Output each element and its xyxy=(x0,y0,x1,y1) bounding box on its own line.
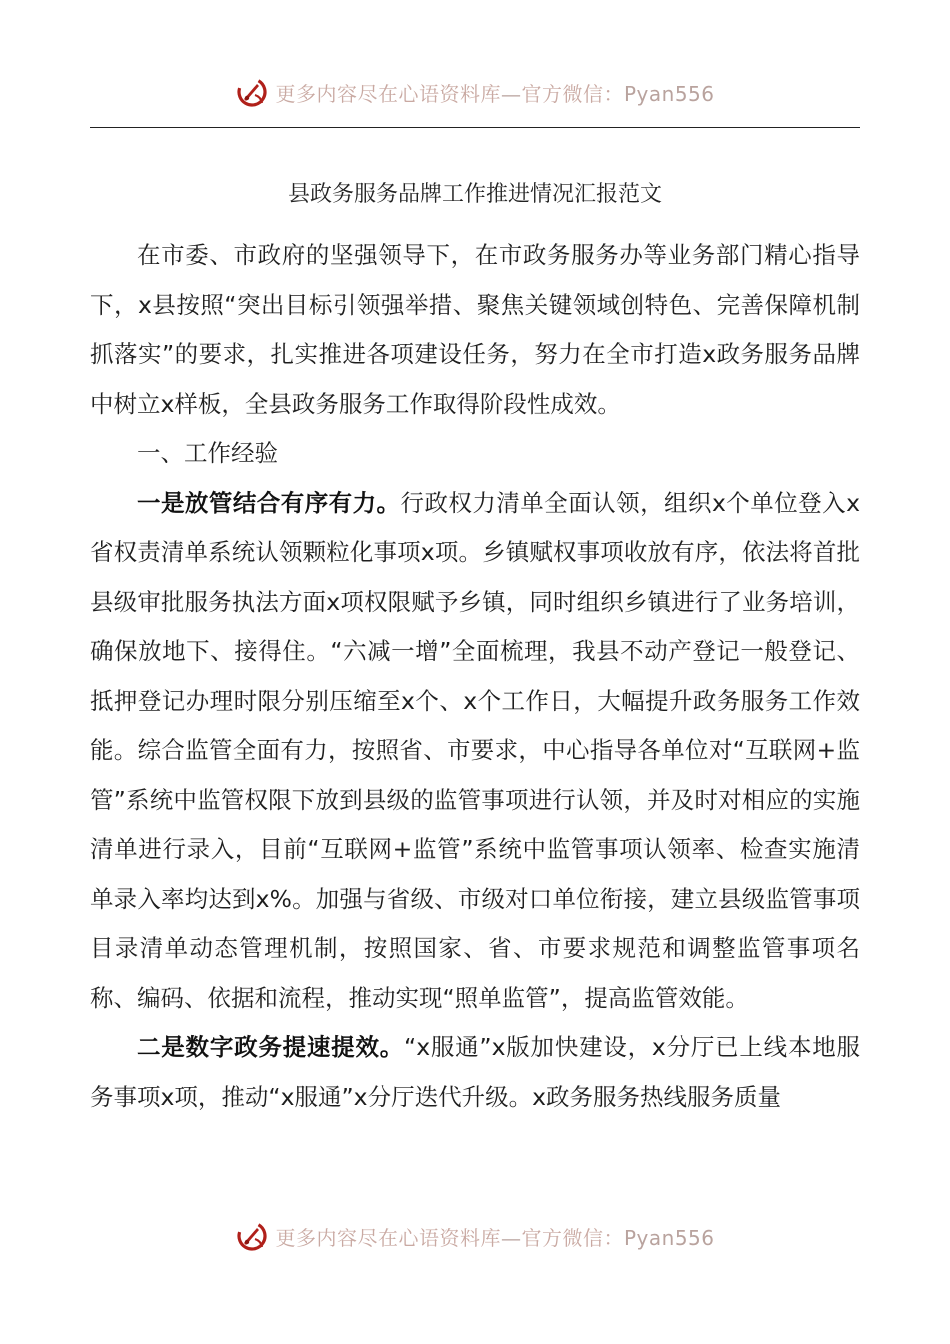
watermark-main-text: 更多内容尽在心语资料库 xyxy=(275,81,501,106)
footer-watermark-banner xyxy=(0,1214,950,1258)
paragraph-2-lead: 二是数字政务提速提效。 xyxy=(137,1033,405,1061)
paragraph-1 xyxy=(90,479,860,1024)
header-divider xyxy=(90,127,860,128)
watermark-wechat-id: Pyan556 xyxy=(623,1225,715,1250)
watermark-dash: — xyxy=(500,1225,522,1250)
ink-brush-logo-icon xyxy=(235,1219,269,1253)
header-watermark-banner xyxy=(0,70,950,114)
watermark-dash: — xyxy=(500,81,522,106)
section-heading-text: 一、工作经验 xyxy=(137,439,278,467)
watermark-label: 官方微信： xyxy=(521,81,624,106)
paragraph-2-text: “x服通”x版加快建设，x分厅已上线本地服务事项x项，推动“x服通”x分厅迭代升级。x政务服务热线服务质量 xyxy=(90,1033,861,1111)
section-heading xyxy=(90,429,860,479)
paragraph-2 xyxy=(90,1023,860,1122)
watermark-label: 官方微信： xyxy=(521,1225,624,1250)
paragraph-1-text: 行政权力清单全面认领，组织x个单位登入x省权责清单系统认领颗粒化事项x项。乡镇赋权事项收放有序，依法将首批县级审批服务执法方面x项权限赋予乡镇，同时组织乡镇进行了业务培训，确保放地下、接得住。“六减一增”全面梳理，我县不动产登记一般登记、抵押登记办理时限分别压缩至x个、x个工作日，大幅提升政务服务工作效能。综合监管全面有力，按照省、市要求，中心指导各单位对“互联网+监管”系统中监管权限下放到县级的监管事项进行认领，并及时对相应的实施清单进行录入，目前“互联网+监管”系统中监管事项认领率、检查实施清单录入率均达到x%。加强与省级、市级对口单位衔接，建立县级监管事项目录清单动态管理机制，按照国家、省、市要求规范和调整监管事项名称、编码、依据和流程，推动实现“照单监管”，提高监管效能。 xyxy=(90,488,860,1012)
paragraph-1-lead: 一是放管结合有序有力。 xyxy=(137,488,401,517)
watermark-wechat-id: Pyan556 xyxy=(623,81,715,106)
watermark-main-text: 更多内容尽在心语资料库 xyxy=(275,1225,501,1250)
document-title: 县政务服务品牌工作推进情况汇报范文 xyxy=(287,182,662,207)
intro-paragraph: 在市委、市政府的坚强领导下，在市政务服务办等业务部门精心指导下，x县按照“突出目标引领强举措、聚焦关键领域创特色、完善保障机制抓落实”的要求，扎实推进各项建设任务，努力在全市打造x政务服务品牌中树立x样板，全县政务服务工作取得阶段性成效。 xyxy=(90,241,860,418)
ink-brush-logo-icon xyxy=(235,75,269,109)
document-body xyxy=(90,231,860,1122)
